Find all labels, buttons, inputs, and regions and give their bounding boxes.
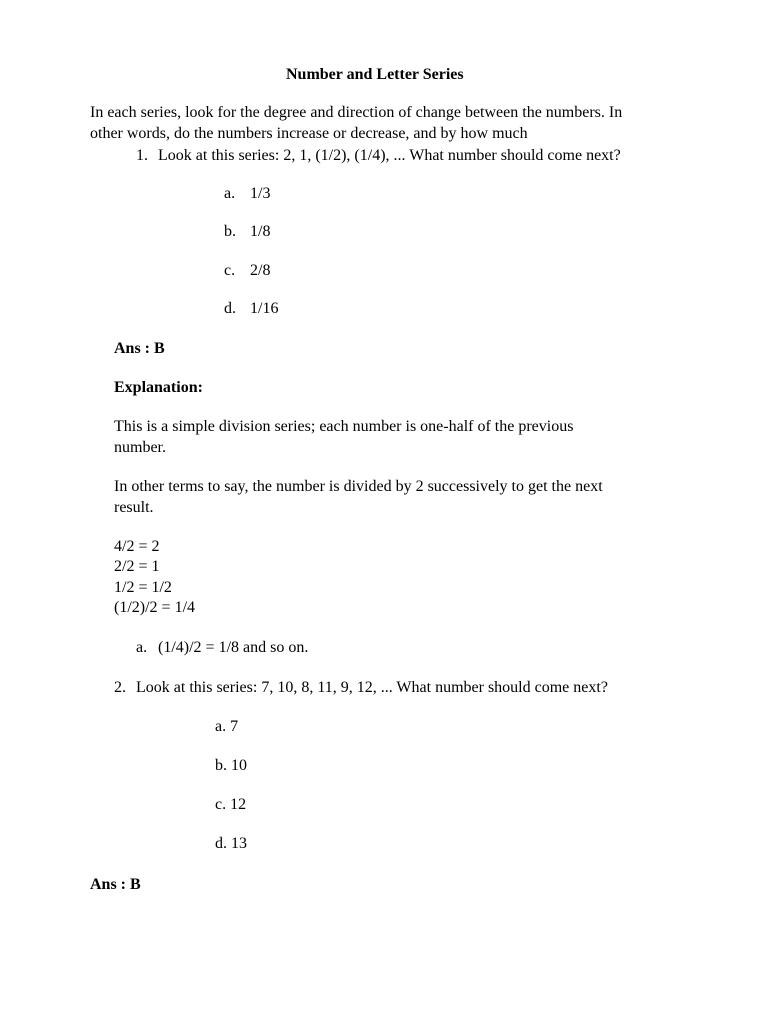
- q2-option-c: [215, 794, 246, 815]
- q1-option-c: [224, 260, 270, 281]
- explanation-p1-line-1: This is a simple division series; each number is one-half of the previous: [114, 418, 574, 435]
- question-1: [136, 145, 621, 166]
- final-step-text: (1/4)/2 = 1/8 and so on.: [158, 639, 309, 656]
- explanation-p1-line-2: number.: [114, 439, 166, 456]
- q1-option-a: [224, 183, 270, 204]
- option-letter: a.: [224, 185, 236, 202]
- step-3: 1/2 = 1/2: [114, 579, 172, 596]
- q1-option-d: [224, 298, 278, 319]
- option-text: 1/16: [250, 300, 279, 317]
- q2-answer: Ans : B: [90, 876, 141, 893]
- step-1: 4/2 = 2: [114, 538, 160, 555]
- step-4: (1/2)/2 = 1/4: [114, 599, 196, 616]
- intro-line-1: In each series, look for the degree and direction of change between the numbers. In: [90, 104, 623, 121]
- question-text: Look at this series: 2, 1, (1/2), (1/4), ... What number should come next?: [158, 147, 621, 164]
- option-text: 10: [231, 757, 247, 774]
- q1-answer: Ans : B: [114, 340, 165, 357]
- intro-line-2: other words, do the numbers increase or decrease, and by how much: [90, 125, 528, 142]
- q1-option-b: [224, 221, 270, 242]
- question-text: Look at this series: 7, 10, 8, 11, 9, 12, ... What number should come next?: [136, 679, 608, 696]
- option-text: 1/3: [250, 185, 271, 202]
- option-letter: c.: [215, 796, 227, 813]
- q2-option-b: [215, 755, 247, 776]
- question-number: 1.: [136, 147, 148, 164]
- final-step: [136, 637, 308, 658]
- option-text: 13: [231, 835, 247, 852]
- option-letter: d.: [224, 300, 236, 317]
- question-2: [114, 677, 608, 698]
- option-text: 2/8: [250, 262, 271, 279]
- option-letter: b.: [224, 223, 236, 240]
- option-text: 7: [230, 718, 239, 735]
- explanation-heading: Explanation:: [114, 379, 203, 396]
- option-text: 12: [230, 796, 247, 813]
- q2-option-d: [215, 833, 247, 854]
- question-number: 2.: [114, 679, 126, 696]
- explanation-p2-line-1: In other terms to say, the number is divided by 2 successively to get the next: [114, 478, 603, 495]
- page-title: Number and Letter Series: [286, 66, 464, 83]
- option-letter: c.: [224, 262, 236, 279]
- q2-option-a: [215, 716, 238, 737]
- list-letter: a.: [136, 639, 148, 656]
- option-letter: d.: [215, 835, 227, 852]
- explanation-p2-line-2: result.: [114, 499, 154, 516]
- option-letter: a.: [215, 718, 227, 735]
- option-letter: b.: [215, 757, 227, 774]
- step-2: 2/2 = 1: [114, 558, 160, 575]
- option-text: 1/8: [250, 223, 271, 240]
